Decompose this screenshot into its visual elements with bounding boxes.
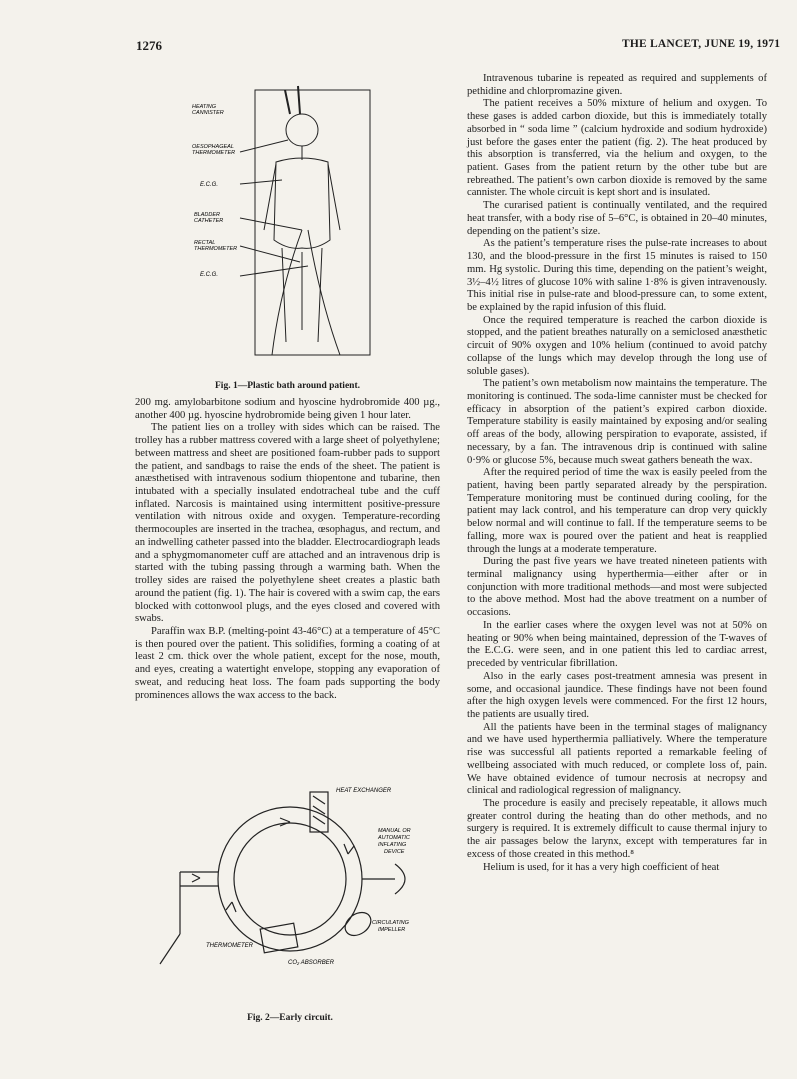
fig1-label-oesophageal: OESOPHAGEAL [192, 144, 234, 150]
fig1-label-ecg-1: E.C.G. [200, 182, 219, 188]
flow-arrow [280, 818, 290, 826]
leader-ecg-2 [240, 266, 308, 276]
paragraph: The patient receives a 50% mixture of helium and oxygen. To these gases is added carbon dioxide, but this is immediately totally absorbed in “ soda lime ” (calcium hydroxide and sodium hydroxide) just before the gases enter the patient (fig. 2). The heat produced by this absorption is transferred, via the helium and oxygen, to the patient. Gases from the patient return by the other tube but are rebreathed. The patient’s own carbon dioxide is removed by the same cannister. The whole circuit is kept short and is insulated. [467, 98, 767, 199]
heat-exchanger [310, 792, 328, 832]
flow-arrow [192, 874, 200, 882]
fig2-label-impeller: CIRCULATING IMPELLER [372, 920, 409, 933]
patient-head [286, 114, 318, 146]
fig1-label-rectal-2: THERMOMETER [194, 246, 238, 252]
co2-absorber [260, 923, 298, 953]
paragraph: The curarised patient is continually ventilated, and the required heat transfer, with a body rise of 5–6°C, is obtained in 20–40 minutes, depending on the patient’s size. [467, 200, 767, 237]
fig1-label-heating-cannister: HEATING [192, 104, 217, 110]
figure-1-diagram [190, 80, 390, 370]
paragraph: During the past five years we have treated nineteen patients with terminal malignancy using hyperthermia—either after or in conjunction with more traditional methods—and most were subjected to the above method. Most had the above treatment on a number of occasions. [467, 556, 767, 619]
fig1-label-ecg-2: E.C.G. [200, 272, 219, 278]
paragraph: The procedure is easily and precisely repeatable, it allows much greater control during the heating than do other methods, and no surgery is required. It is extremely difficult to cause thermal injury to the air passages below the larynx, except with temperatures far in excess of those created in this method.⁸ [467, 797, 767, 860]
paragraph: Paraffin wax B.P. (melting-point 43-46°C) at a temperature of 45°C is then poured over the patient. This solidifies, forming a coating of at least 2 cm. thick over the whole patient, except for the nose, mouth, and eyes, creating a watertight envelope, stopping any evaporation of sweat, and reducing heat loss. The foam pads supporting the body prominences allows the wax access to the back. [135, 625, 440, 701]
circuit-inner [234, 823, 346, 935]
inflating-device [362, 864, 405, 894]
fig2-label-inflating-device: MANUAL OR AUTOMATIC INFLATING DEVICE [378, 828, 411, 855]
heat-exchanger-coil [313, 796, 325, 824]
leader-rectal [240, 246, 300, 262]
trolley-outline [255, 90, 370, 355]
fig1-label-rectal: RECTAL [194, 240, 216, 246]
circulating-impeller [341, 908, 375, 940]
figure-2-diagram [140, 784, 440, 994]
flow-arrow [344, 844, 354, 854]
patient-torso [274, 146, 330, 248]
right-column [467, 73, 767, 874]
fig2-label-heat-exchanger: HEAT EXCHANGER [336, 788, 392, 794]
paragraph: 200 mg. amylobarbitone sodium and hyoscine hydrobromide 400 µg., another 400 µg. hyoscine hydrobromide being given 1 hour later. [135, 397, 440, 421]
patient-legs [282, 248, 322, 342]
circuit-outer [218, 807, 362, 951]
leader-bladder [240, 218, 302, 230]
paragraph: As the patient’s temperature rises the pulse-rate increases to about 130, and the blood-pressure in the first 15 minutes is raised to 150 mm. Hg systolic. During this time, depending on the patient’s weight, 3½–4½ litres of glucose 10% with saline 1·8% is given intravenously. This initial rise in pulse-rate and blood-pressure can, to some extent, be explained by the rapid infusion of this fluid. [467, 238, 767, 313]
paragraph: In the earlier cases where the oxygen level was not at 50% on heating or 90% when being maintained, depression of the T-waves of the E.C.G. were seen, and in one patient this led to cardiac arrest, preceded by ventricular fibrillation. [467, 619, 767, 670]
paragraph: The patient lies on a trolley with sides which can be raised. The trolley has a rubber mattress covered with a large sheet of polyethylene; between mattress and sheet are positioned foam-rubber pads to support the patient, and sandbags to raise the ends of the sheet. The patient is anæsthetised with intravenous sodium thiopentone and tubarine, then intubated with a specially insulated endotracheal tube and the cuff inflated. Narcosis is maintained using intermittent positive-pressure ventilation with nitrous oxide and oxygen. Temperature-recording thermocouples are inserted in the trachea, œsophagus, and rectum, and an indwelling catheter passed into the bladder. Electrocardiograph leads and a sphygmomanometer cuff are attached and an intravenous drip is started with the tubing passing through a warming bath. When the trolley sides are raised the polyethylene sheet creates a plastic bath around the patient (fig. 1). The hair is covered with a swim cap, the ears blocked with cottonwool plugs, and the eyes closed and covered with swabs. [135, 422, 440, 625]
left-column [135, 397, 440, 702]
fig1-label-oesophageal-2: THERMOMETER [192, 150, 236, 156]
page-number: 1276 [136, 38, 162, 53]
figure-2-caption: Fig. 2—Early circuit. [247, 1013, 333, 1023]
paragraph: All the patients have been in the terminal stages of malignancy and we have used hyperthermia palliatively. Where the temperature rise was successful all patients reported a remarkable feeling of wellbeing associated with much reduced, or complete loss of, pain. We have obtained evidence of tumour necrosis at necropsy and clinical and radiological regression of malignancy. [467, 721, 767, 797]
paragraph: Also in the early cases post-treatment amnesia was present in some, and occasional jaundice. These findings have not been found after the high oxygen levels were commenced. For the first 12 hours, the patients are usually tired. [467, 670, 767, 720]
paragraph: Intravenous tubarine is repeated as required and supplements of pethidine and chlorpromazine given. [467, 73, 767, 97]
paragraph: After the required period of time the wax is easily peeled from the patient, having been partly separated already by the perspiration. Temperature monitoring must be continued during cooling, for the patient may lack control, and his temperature can drop very quickly below normal and will continue to fall. If the temperature seems to be falling, more wax is poured over the patient and heat is reapplied through the lungs at a moderate temperature. [467, 467, 767, 555]
fig1-label-heating-cannister-2: CANNISTER [192, 110, 224, 116]
paragraph: The patient’s own metabolism now maintains the temperature. The monitoring is continued. The soda-lime cannister must be checked for efficacy in absorption of the patient’s expired carbon dioxide. Temperature stability is easily maintained by exposing and/or sealing off areas of the body, allowing perspiration to evaporate, assisted, if necessary, by a fan. The intravenous drip is continued with saline 0·9% or glucose 5%, because much sweat gathers beneath the wax. [467, 378, 767, 466]
fig1-label-bladder: BLADDER [194, 212, 220, 218]
running-head: THE LANCET, JUNE 19, 1971 [622, 38, 781, 50]
fig1-label-bladder-2: CATHETER [194, 218, 224, 224]
paragraph: Helium is used, for it has a very high coefficient of heat [483, 861, 720, 873]
fig2-label-thermometer: THERMOMETER [206, 943, 253, 949]
paragraph: Once the required temperature is reached the carbon dioxide is stopped, and the patient breathes naturally on a semiclosed anæsthetic circuit of 90% oxygen and 10% helium (continued to avoid patchy collapse of the lungs which may develop through the long use of soluble gases). [467, 314, 767, 377]
figure-1-caption: Fig. 1—Plastic bath around patient. [215, 381, 360, 391]
flow-arrow [226, 902, 236, 912]
leader-oesophageal [240, 140, 288, 152]
fig2-label-co2-absorber: CO₂ ABSORBER [288, 960, 335, 966]
patient-connection [160, 872, 218, 964]
